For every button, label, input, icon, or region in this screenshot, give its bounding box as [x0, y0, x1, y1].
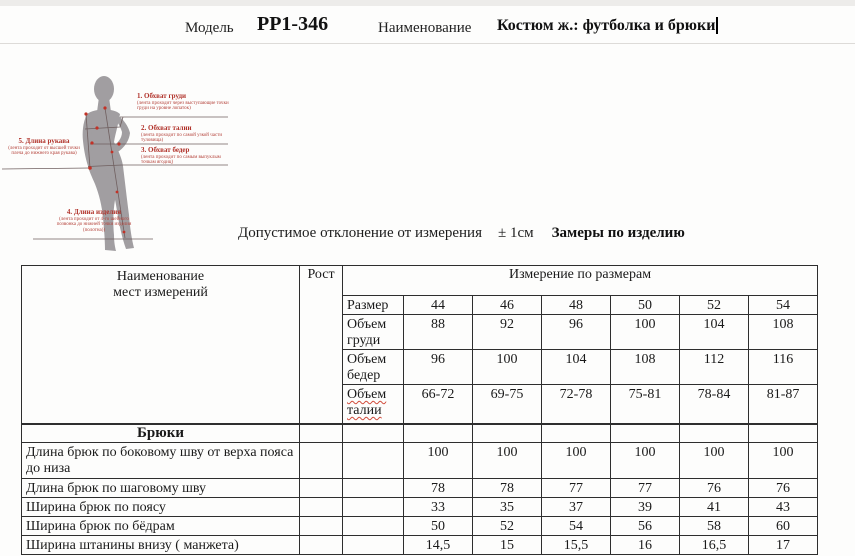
pants-hip-width-label: Ширина брюк по бёдрам — [22, 517, 300, 536]
annotation-length-title: 4. Длина изделия — [66, 208, 122, 216]
empty-cell — [300, 479, 343, 498]
table-cell: 88 — [404, 315, 473, 350]
empty-cell — [473, 425, 542, 443]
annotation-chest-desc: (лента проходит через выступающие точки груди на уровне лопаток) — [137, 100, 229, 112]
table-cell: 15 — [473, 536, 542, 555]
table-cell: 37 — [542, 498, 611, 517]
name-header-line1: Наименование — [116, 269, 205, 284]
table-cell: 92 — [473, 315, 542, 350]
table-cell: 56 — [611, 517, 680, 536]
empty-cell — [300, 443, 343, 479]
table-cell: 17 — [749, 536, 818, 555]
table-cell: 116 — [749, 350, 818, 385]
waist-volume-text: Объем талии — [347, 387, 387, 418]
pants-measurements-table — [21, 424, 818, 555]
empty-cell — [300, 517, 343, 536]
table-cell: 100 — [680, 443, 749, 479]
table-cell: 78 — [473, 479, 542, 498]
table-cell: 33 — [404, 498, 473, 517]
table-cell: 78 — [404, 479, 473, 498]
table-cell: 104 — [542, 350, 611, 385]
annotation-waist — [141, 125, 229, 144]
table-cell: 43 — [749, 498, 818, 517]
table-cell: 39 — [611, 498, 680, 517]
size-46: 46 — [473, 296, 542, 315]
table-cell: 100 — [749, 443, 818, 479]
table-cell: 14,5 — [404, 536, 473, 555]
empty-cell — [300, 498, 343, 517]
annotation-hips-title: 3. Обхват бедер — [141, 146, 190, 154]
annotation-waist-desc: (лента проходит по самой узкой части туловища) — [141, 132, 223, 144]
size-50: 50 — [611, 296, 680, 315]
table-cell: 78-84 — [680, 385, 749, 424]
table-cell: 15,5 — [542, 536, 611, 555]
pants-waist-width-label: Ширина брюк по поясу — [22, 498, 300, 517]
annotation-hips — [141, 147, 236, 166]
table-cell: 100 — [473, 350, 542, 385]
empty-cell — [343, 517, 404, 536]
empty-cell — [542, 425, 611, 443]
table-cell: 58 — [680, 517, 749, 536]
empty-cell — [300, 536, 343, 555]
empty-cell — [300, 425, 343, 443]
table-cell: 50 — [404, 517, 473, 536]
annotation-chest-title: 1. Обхват груди — [137, 92, 187, 100]
height-column-header: Рост — [300, 266, 343, 424]
table-cell: 100 — [611, 315, 680, 350]
item-name-text: Костюм ж.: футболка и брюки — [497, 17, 716, 34]
table-cell: 108 — [611, 350, 680, 385]
table-row — [22, 443, 818, 479]
tolerance-line — [238, 225, 685, 242]
table-cell: 75-81 — [611, 385, 680, 424]
empty-cell — [749, 425, 818, 443]
annotation-waist-title: 2. Обхват талии — [141, 124, 192, 132]
table-cell: 52 — [473, 517, 542, 536]
empty-cell — [343, 425, 404, 443]
table-cell: 77 — [542, 479, 611, 498]
table-cell: 81-87 — [749, 385, 818, 424]
pants-cuff-width-label: Ширина штанины внизу ( манжета) — [22, 536, 300, 555]
pants-section-header: Брюки — [22, 425, 300, 443]
table-cell: 96 — [542, 315, 611, 350]
annotation-length — [50, 209, 138, 234]
empty-cell — [404, 425, 473, 443]
table-cell: 54 — [542, 517, 611, 536]
annotation-length-desc: (лента проходит от 4-го шейного позвонка до нижней точки изделия (полотна)) — [56, 216, 132, 234]
size-54: 54 — [749, 296, 818, 315]
table-cell: 16 — [611, 536, 680, 555]
item-name-value[interactable] — [497, 17, 718, 35]
table-cell: 108 — [749, 315, 818, 350]
item-name-label: Наименование — [378, 20, 472, 36]
header-divider — [0, 43, 855, 44]
table-row — [22, 266, 818, 296]
table-cell: 66-72 — [404, 385, 473, 424]
table-row — [22, 498, 818, 517]
table-row — [22, 517, 818, 536]
annotation-sleeve-title: 5. Длина рукава — [18, 137, 70, 145]
chest-volume-label: Объем груди — [343, 315, 404, 350]
table-row — [22, 479, 818, 498]
tolerance-text: Допустимое отклонение от измерения — [238, 225, 482, 241]
name-column-header — [22, 266, 300, 424]
table-cell: 96 — [404, 350, 473, 385]
table-cell: 112 — [680, 350, 749, 385]
table-cell: 77 — [611, 479, 680, 498]
empty-cell — [343, 498, 404, 517]
size-measurements-table — [21, 265, 818, 424]
table-cell: 76 — [680, 479, 749, 498]
name-header-line2: мест измерений — [113, 285, 208, 301]
table-cell: 100 — [611, 443, 680, 479]
empty-cell — [680, 425, 749, 443]
table-cell: 60 — [749, 517, 818, 536]
measurements-by-product-label: Замеры по изделию — [551, 225, 685, 241]
table-cell: 76 — [749, 479, 818, 498]
waist-volume-label — [343, 385, 404, 424]
empty-cell — [343, 443, 404, 479]
table-row — [22, 536, 818, 555]
size-row-label: Размер — [343, 296, 404, 315]
size-52: 52 — [680, 296, 749, 315]
table-cell: 104 — [680, 315, 749, 350]
model-label: Модель — [185, 20, 234, 36]
sizes-span-header: Измерение по размерам — [343, 266, 818, 296]
size-44: 44 — [404, 296, 473, 315]
text-cursor — [716, 17, 718, 34]
annotation-hips-desc: (лента проходит по самым выпуклым точкам ягодиц) — [141, 154, 221, 166]
annotation-sleeve-desc: (лента проходит от высшей точки плеча до нижнего края рукава) — [8, 145, 80, 157]
table-cell: 35 — [473, 498, 542, 517]
table-cell: 16,5 — [680, 536, 749, 555]
annotation-chest — [137, 93, 232, 112]
pants-side-seam-label: Длина брюк по боковому шву от верха пояса до низа — [22, 443, 300, 479]
table-cell: 100 — [404, 443, 473, 479]
measurement-figure — [0, 72, 240, 264]
table-cell: 100 — [542, 443, 611, 479]
hip-volume-label: Объем бедер — [343, 350, 404, 385]
table-cell: 41 — [680, 498, 749, 517]
tolerance-value: ± 1см — [497, 225, 534, 241]
window-top-edge — [0, 0, 855, 6]
empty-cell — [343, 479, 404, 498]
table-cell: 100 — [473, 443, 542, 479]
pants-inseam-label: Длина брюк по шаговому шву — [22, 479, 300, 498]
table-row — [22, 425, 818, 443]
empty-cell — [611, 425, 680, 443]
table-cell: 72-78 — [542, 385, 611, 424]
annotation-sleeve — [5, 138, 83, 157]
model-value: PP1-346 — [257, 13, 329, 35]
table-cell: 69-75 — [473, 385, 542, 424]
empty-cell — [343, 536, 404, 555]
size-48: 48 — [542, 296, 611, 315]
